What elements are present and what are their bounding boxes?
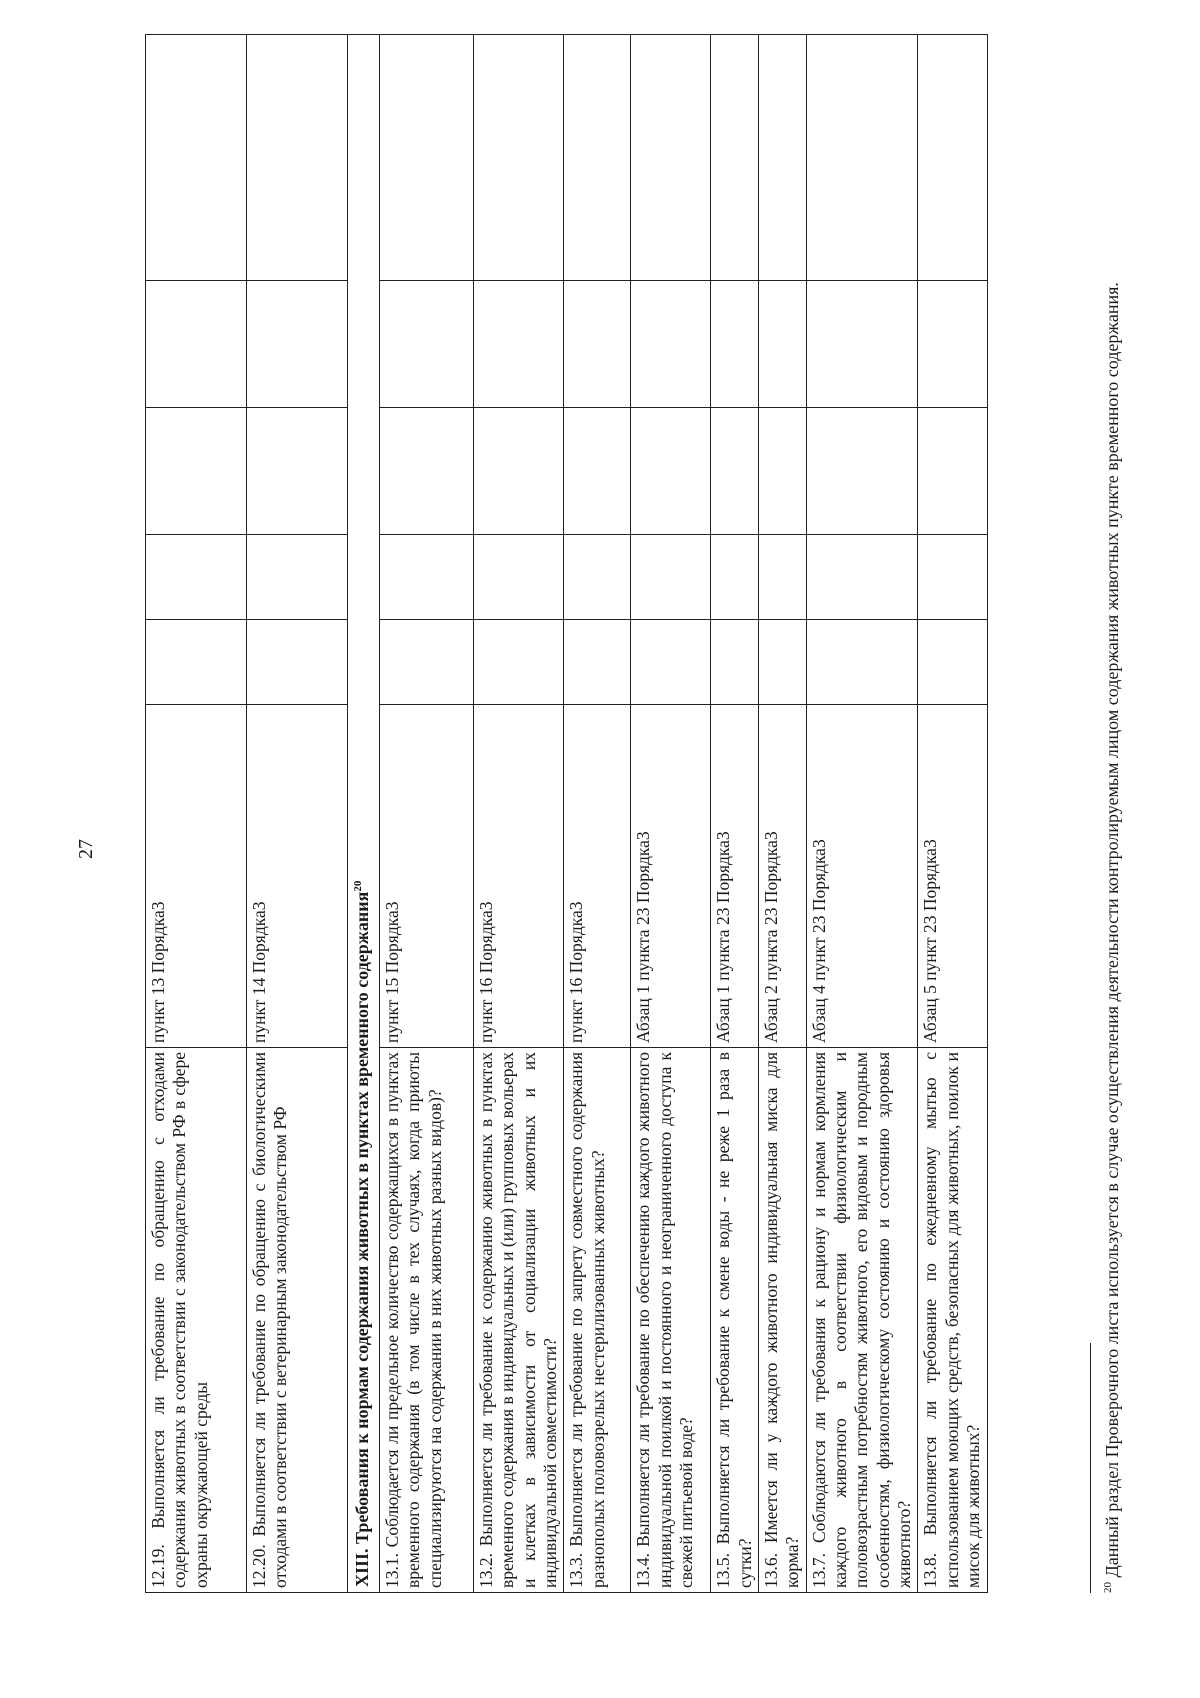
answer-cell[interactable] xyxy=(380,620,474,705)
answer-cell[interactable] xyxy=(918,620,988,705)
answer-cell[interactable] xyxy=(918,281,988,408)
question-cell: 13.1. Соблюдается ли предельное количество содержащихся в пунктах временного содержания (в том числе в тех случаях, когда приюты специализируются на содержании в них животных разных видов)? xyxy=(380,1048,474,1593)
answer-cell[interactable] xyxy=(806,620,918,705)
answer-cell[interactable] xyxy=(380,281,474,408)
table-row xyxy=(247,35,348,1593)
checklist-table-body xyxy=(146,35,988,1593)
answer-cell[interactable] xyxy=(806,408,918,535)
answer-cell[interactable] xyxy=(631,35,711,281)
answer-cell[interactable] xyxy=(474,620,564,705)
footnote-separator xyxy=(1090,1343,1091,1593)
answer-cell[interactable] xyxy=(146,35,247,281)
question-cell: 13.4. Выполняется ли требование по обеспечению каждого животного индивидуальной поилкой и постоянного и неограниченного доступа к свежей питьевой воде? xyxy=(631,1048,711,1593)
table-row xyxy=(759,35,807,1593)
answer-cell[interactable] xyxy=(806,35,918,281)
answer-cell[interactable] xyxy=(711,620,759,705)
answer-cell[interactable] xyxy=(146,620,247,705)
page-number: 27 xyxy=(75,839,97,859)
answer-cell[interactable] xyxy=(631,408,711,535)
question-cell: 13.3. Выполняется ли требование по запрету совместного содержания разнополых половозрелых нестерилизованных животных? xyxy=(564,1048,631,1593)
answer-cell[interactable] xyxy=(564,408,631,535)
section-footnote-ref: 20 xyxy=(352,880,364,892)
answer-cell[interactable] xyxy=(631,620,711,705)
reference-cell: пункт 16 Порядка3 xyxy=(564,705,631,1048)
answer-cell[interactable] xyxy=(380,535,474,620)
answer-cell[interactable] xyxy=(146,535,247,620)
answer-cell[interactable] xyxy=(247,620,348,705)
checklist-table xyxy=(145,34,988,1593)
reference-cell: пункт 15 Порядка3 xyxy=(380,705,474,1048)
answer-cell[interactable] xyxy=(380,408,474,535)
footnote-text: Данный раздел Проверочного листа используется в случае осуществления деятельности контролируемым лицом содержания животных пункте временного содержания. xyxy=(1102,282,1122,1578)
answer-cell[interactable] xyxy=(631,535,711,620)
reference-cell: пункт 13 Порядка3 xyxy=(146,705,247,1048)
answer-cell[interactable] xyxy=(711,35,759,281)
answer-cell[interactable] xyxy=(564,35,631,281)
question-cell: 13.7. Соблюдаются ли требования к рациону и нормам кормления каждого животного в соответствии физиологическим и половозрастным потребностям животного, его видовым и породным особенностям, физиологическому состоянию и состоянию здоровья животного? xyxy=(806,1048,918,1593)
answer-cell[interactable] xyxy=(564,535,631,620)
answer-cell[interactable] xyxy=(380,35,474,281)
table-row xyxy=(564,35,631,1593)
footnote-mark: 20 xyxy=(1102,1582,1114,1593)
answer-cell[interactable] xyxy=(759,281,807,408)
footnote xyxy=(1100,33,1124,1593)
table-row xyxy=(474,35,564,1593)
answer-cell[interactable] xyxy=(474,408,564,535)
table-row xyxy=(631,35,711,1593)
table-row xyxy=(380,35,474,1593)
answer-cell[interactable] xyxy=(247,281,348,408)
table-row xyxy=(711,35,759,1593)
reference-cell: Абзац 5 пункт 23 Порядка3 xyxy=(918,705,988,1048)
reference-cell: Абзац 4 пункт 23 Порядка3 xyxy=(806,705,918,1048)
reference-cell: пункт 16 Порядка3 xyxy=(474,705,564,1048)
reference-cell: Абзац 1 пункта 23 Порядка3 xyxy=(711,705,759,1048)
answer-cell[interactable] xyxy=(146,281,247,408)
table-row xyxy=(806,35,918,1593)
answer-cell[interactable] xyxy=(806,281,918,408)
question-cell: 13.6. Имеется ли у каждого животного индивидуальная миска для корма? xyxy=(759,1048,807,1593)
answer-cell[interactable] xyxy=(564,620,631,705)
table-row xyxy=(146,35,247,1593)
answer-cell[interactable] xyxy=(759,620,807,705)
answer-cell[interactable] xyxy=(247,535,348,620)
answer-cell[interactable] xyxy=(711,408,759,535)
question-cell: 13.2. Выполняется ли требование к содержанию животных в пунктах временного содержания в индивидуальных и (или) групповых вольерах и клетках в зависимости от социализации животных и их индивидуальной совместимости? xyxy=(474,1048,564,1593)
question-cell: 13.8. Выполняется ли требование по ежедневному мытью с использованием моющих средств, безопасных для животных, поилок и мисок для животных? xyxy=(918,1048,988,1593)
answer-cell[interactable] xyxy=(247,35,348,281)
reference-cell: Абзац 1 пункта 23 Порядка3 xyxy=(631,705,711,1048)
answer-cell[interactable] xyxy=(631,281,711,408)
answer-cell[interactable] xyxy=(711,281,759,408)
answer-cell[interactable] xyxy=(918,535,988,620)
answer-cell[interactable] xyxy=(759,535,807,620)
answer-cell[interactable] xyxy=(564,281,631,408)
answer-cell[interactable] xyxy=(759,35,807,281)
answer-cell[interactable] xyxy=(474,535,564,620)
reference-cell: Абзац 2 пункта 23 Порядка3 xyxy=(759,705,807,1048)
answer-cell[interactable] xyxy=(711,535,759,620)
answer-cell[interactable] xyxy=(247,408,348,535)
answer-cell[interactable] xyxy=(474,281,564,408)
section-header-row xyxy=(348,35,380,1593)
answer-cell[interactable] xyxy=(474,35,564,281)
reference-cell: пункт 14 Порядка3 xyxy=(247,705,348,1048)
section-title-text: XIII. Требования к нормам содержания животных в пунктах временного содержания xyxy=(352,891,372,1587)
section-title xyxy=(348,35,380,1593)
answer-cell[interactable] xyxy=(146,408,247,535)
answer-cell[interactable] xyxy=(759,408,807,535)
answer-cell[interactable] xyxy=(918,35,988,281)
answer-cell[interactable] xyxy=(918,408,988,535)
table-row xyxy=(918,35,988,1593)
question-cell: 12.19. Выполняется ли требование по обращению с отходами содержания животных в соответствии с законодательством РФ в сфере охраны окружающей среды xyxy=(146,1048,247,1593)
question-cell: 12.20. Выполняется ли требование по обращению с биологическими отходами в соответствии с ветеринарным законодательством РФ xyxy=(247,1048,348,1593)
answer-cell[interactable] xyxy=(806,535,918,620)
question-cell: 13.5. Выполняется ли требование к смене воды - не реже 1 раза в сутки? xyxy=(711,1048,759,1593)
